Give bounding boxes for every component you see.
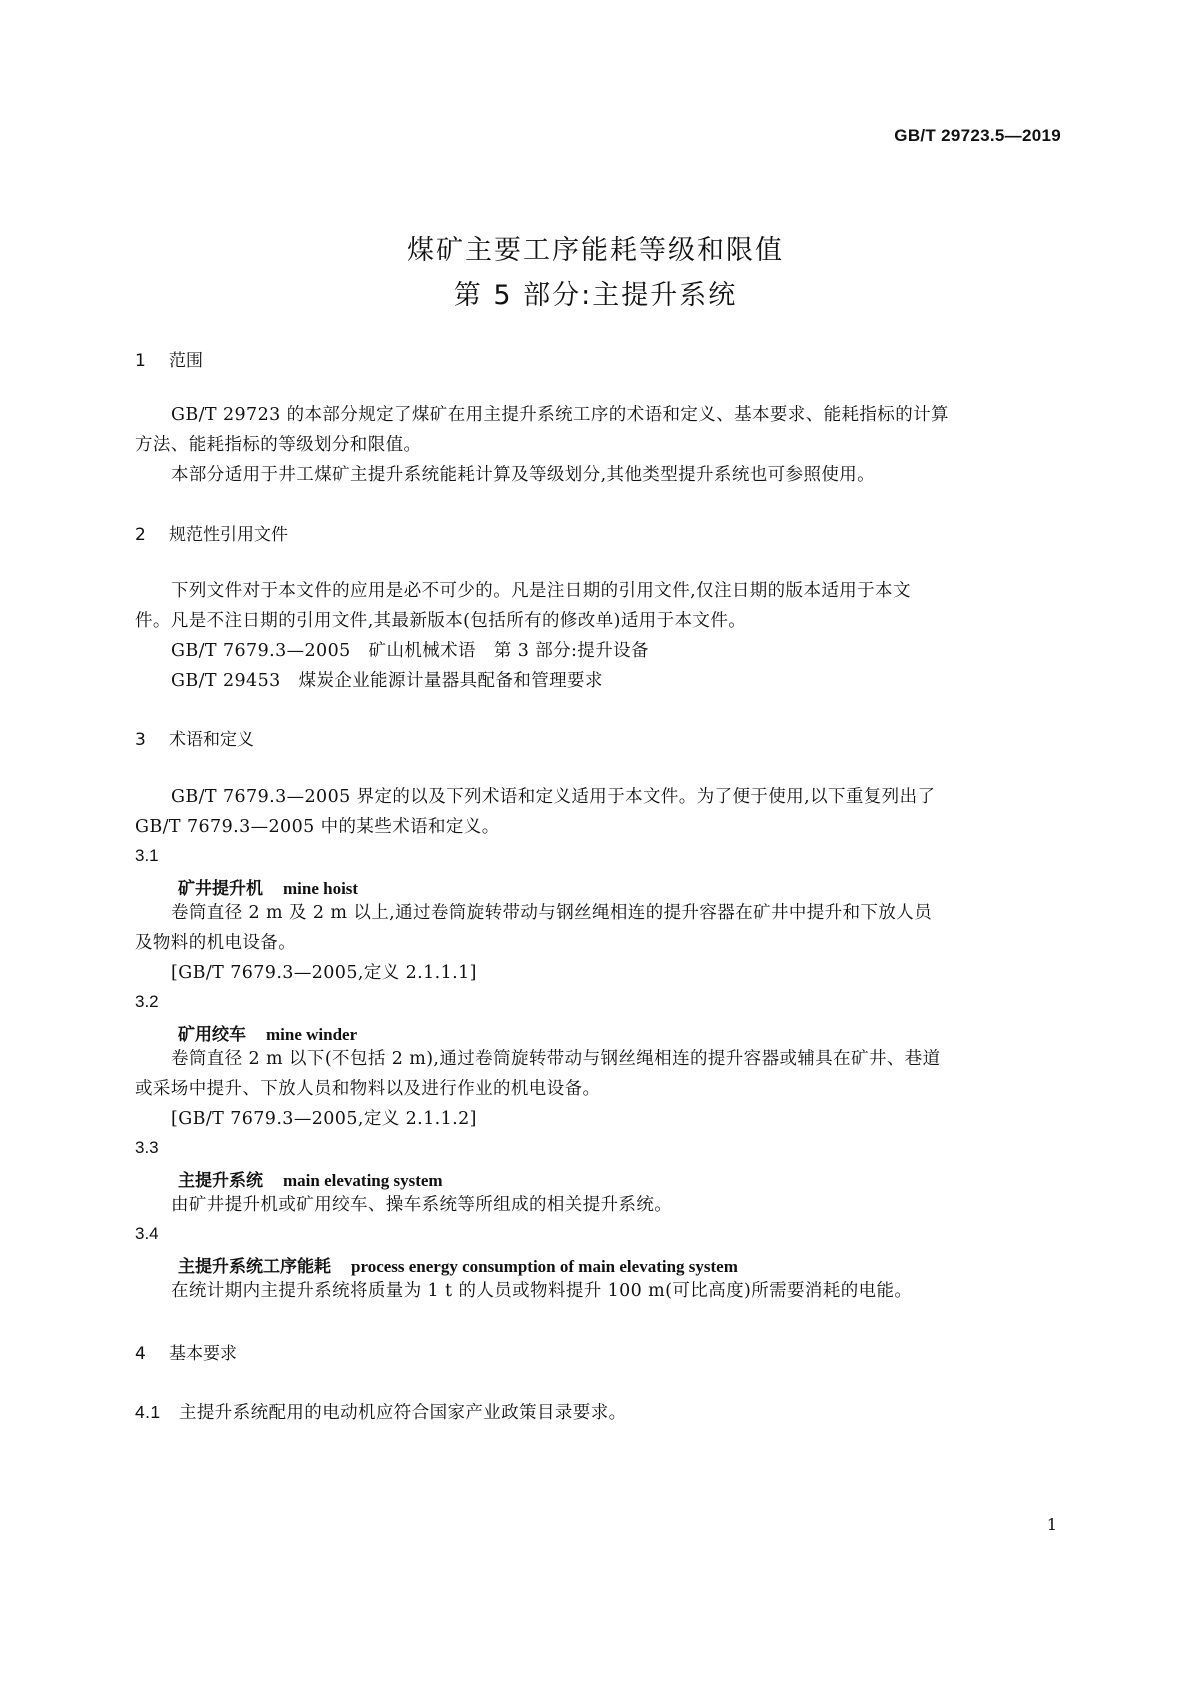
section-2-paragraph-line2: 件。凡是不注日期的引用文件,其最新版本(包括所有的修改单)适用于本文件。 [135, 611, 747, 631]
section-1-heading [135, 346, 203, 371]
term-number: 3.2 [135, 992, 159, 1011]
section-1-paragraph-1-line2: 方法、能耗指标的等级划分和限值。 [135, 435, 422, 455]
document-title-line1: 煤矿主要工序能耗等级和限值 [407, 235, 784, 266]
section-3-intro-line1: GB/T 7679.3—2005 界定的以及下列术语和定义适用于本文件。为了便于使用,以下重复列出了 [171, 787, 936, 807]
term-english: mine hoist [283, 879, 359, 898]
section-2-paragraph-line1: 下列文件对于本文件的应用是必不可少的。凡是注日期的引用文件,仅注日期的版本适用于本文 [171, 581, 911, 601]
term-english: mine winder [266, 1025, 358, 1044]
term-english: process energy consumption of main elevating system [351, 1257, 738, 1276]
section-title: 术语和定义 [169, 730, 254, 750]
section-1-paragraph-2: 本部分适用于井工煤矿主提升系统能耗计算及等级划分,其他类型提升系统也可参照使用。 [171, 465, 876, 485]
term-definition-line1: 卷筒直径 2 m 以下(不包括 2 m),通过卷筒旋转带动与钢丝绳相连的提升容器或辅具在矿井、巷道 [171, 1049, 941, 1069]
term-chinese: 矿用绞车 [178, 1025, 246, 1045]
section-title: 基本要求 [169, 1344, 237, 1364]
clause-text: 主提升系统配用的电动机应符合国家产业政策目录要求。 [179, 1403, 627, 1423]
section-1-paragraph-1-line1: GB/T 29723 的本部分规定了煤矿在用主提升系统工序的术语和定义、基本要求、能耗指标的计算 [171, 405, 949, 425]
document-title-line2: 第 5 部分:主提升系统 [453, 280, 738, 311]
term-chinese: 主提升系统 [178, 1171, 263, 1191]
section-number: 4 [135, 1344, 146, 1364]
term-definition: 在统计期内主提升系统将质量为 1 t 的人员或物料提升 100 m(可比高度)所需要消耗的电能。 [171, 1281, 913, 1301]
section-number: 3 [135, 730, 146, 750]
term-number: 3.1 [135, 846, 159, 865]
section-3-intro-line2: GB/T 7679.3—2005 中的某些术语和定义。 [135, 817, 500, 837]
normative-reference-2: GB/T 29453 煤炭企业能源计量器具配备和管理要求 [171, 671, 603, 691]
term-chinese: 矿井提升机 [178, 879, 263, 899]
term-definition: 由矿井提升机或矿用绞车、操车系统等所组成的相关提升系统。 [171, 1195, 673, 1215]
term-source: [GB/T 7679.3—2005,定义 2.1.1.2] [171, 1109, 477, 1129]
term-definition-line2: 及物料的机电设备。 [135, 933, 297, 953]
term-definition-line2: 或采场中提升、下放人员和物料以及进行作业的机电设备。 [135, 1079, 601, 1099]
section-number: 2 [135, 525, 146, 545]
clause-number: 4.1 [135, 1402, 161, 1422]
clause-4-1 [135, 1395, 1055, 1430]
section-2-heading [135, 520, 288, 545]
section-title: 规范性引用文件 [169, 525, 288, 545]
section-number: 1 [135, 351, 146, 371]
normative-reference-1: GB/T 7679.3—2005 矿山机械术语 第 3 部分:提升设备 [171, 641, 649, 661]
section-title: 范围 [169, 351, 203, 371]
term-number: 3.3 [135, 1138, 159, 1157]
term-english: main elevating system [283, 1171, 443, 1190]
section-3-heading [135, 725, 254, 750]
term-definition-line1: 卷筒直径 2 m 及 2 m 以上,通过卷筒旋转带动与钢丝绳相连的提升容器在矿井中提升和下放人员 [171, 903, 933, 923]
term-number: 3.4 [135, 1224, 159, 1243]
term-chinese: 主提升系统工序能耗 [178, 1257, 331, 1277]
standard-number: GB/T 29723.5—2019 [894, 126, 1061, 145]
section-4-heading [135, 1339, 237, 1364]
term-source: [GB/T 7679.3—2005,定义 2.1.1.1] [171, 963, 477, 983]
page-number: 1 [1046, 1515, 1057, 1534]
